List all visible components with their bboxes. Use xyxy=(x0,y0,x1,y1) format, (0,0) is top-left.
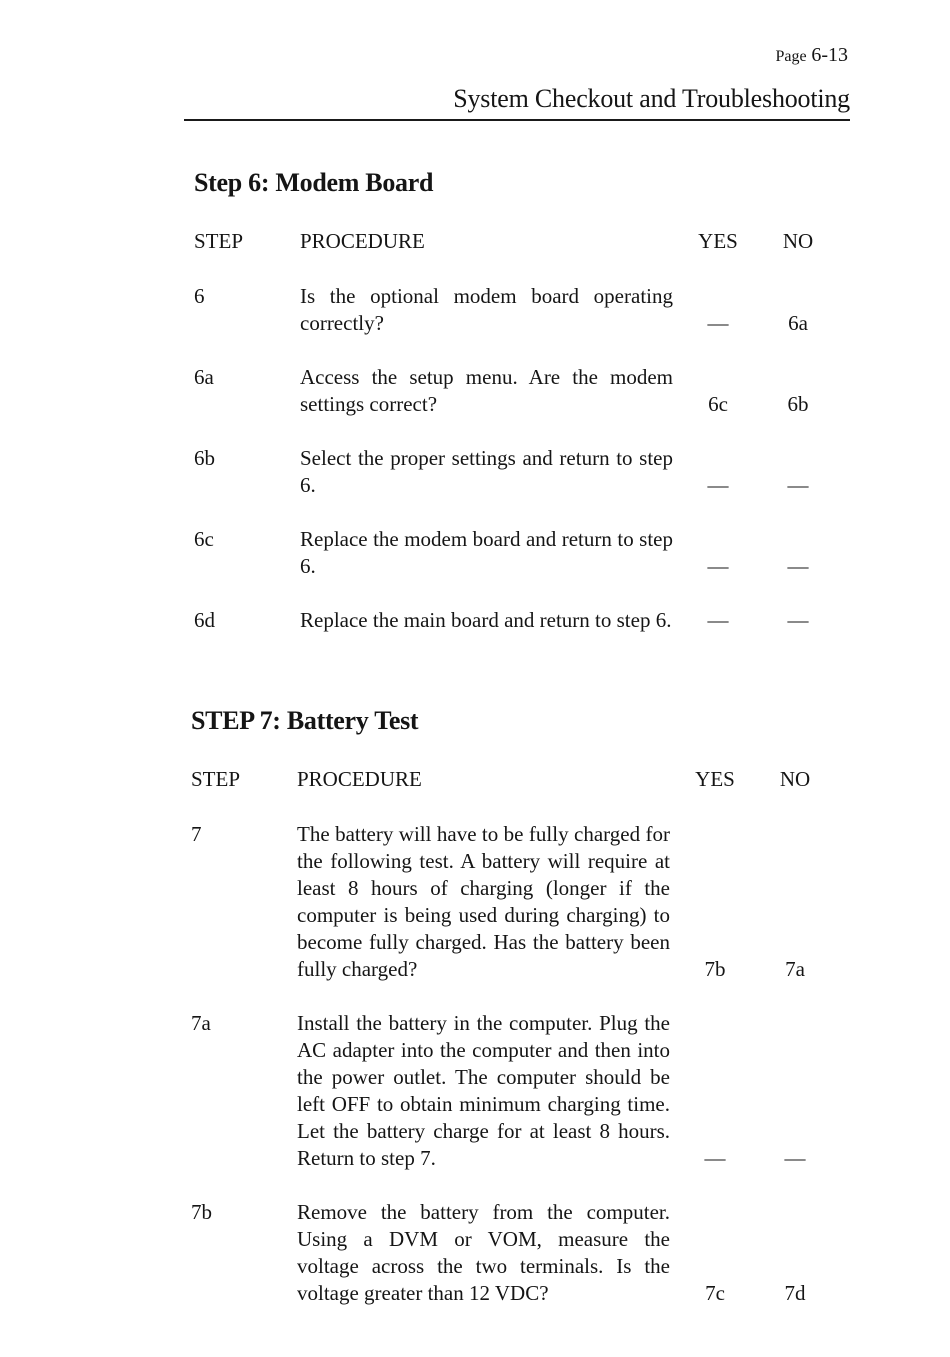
col-procedure-header: PROCEDURE xyxy=(300,229,425,253)
no-target: 7d xyxy=(784,1281,806,1305)
yes-target: 6c xyxy=(708,392,728,416)
procedure-text: Remove the battery from the computer. Using a DVM or VOM, measure the voltage across the two terminals. Is the voltage greater than 12 VDC? xyxy=(297,1200,670,1305)
section-step-7 xyxy=(191,704,851,1334)
procedure-row xyxy=(194,364,854,418)
section-title: STEP 7: Battery Test xyxy=(191,706,419,735)
procedure-row xyxy=(191,821,851,983)
yes-target: — xyxy=(704,1146,726,1170)
yes-target: — xyxy=(707,608,729,632)
step-id: 6a xyxy=(194,365,214,389)
section-step-6 xyxy=(194,166,854,661)
procedure-text: Is the optional modem board operating correctly? xyxy=(300,284,673,335)
step-id: 6c xyxy=(194,527,214,551)
col-procedure-header: PROCEDURE xyxy=(297,767,422,791)
col-no-header: NO xyxy=(782,229,814,253)
no-target: — xyxy=(787,608,809,632)
col-yes-header: YES xyxy=(698,229,738,253)
step-id: 6d xyxy=(194,608,215,632)
yes-target: — xyxy=(707,473,729,497)
procedure-text: Install the battery in the computer. Plug the AC adapter into the computer and then into the power outlet. The computer should be left OFF to obtain minimum charging time. Let the battery charge for at least 8 hours. Return to step 7. xyxy=(297,1011,670,1170)
procedure-text: Replace the main board and return to step 6. xyxy=(300,608,672,632)
yes-target: — xyxy=(707,311,729,335)
step-id: 7a xyxy=(191,1011,211,1035)
no-target: — xyxy=(787,473,809,497)
procedure-text: Select the proper settings and return to step 6. xyxy=(300,446,673,497)
procedure-row xyxy=(191,1199,851,1307)
column-headers xyxy=(191,766,851,793)
col-yes-header: YES xyxy=(695,767,735,791)
page-number-value: 6-13 xyxy=(811,44,848,66)
col-no-header: NO xyxy=(779,767,811,791)
yes-target: — xyxy=(707,554,729,578)
procedure-row xyxy=(194,607,854,634)
running-title: System Checkout and Troubleshooting xyxy=(453,84,850,113)
no-target: — xyxy=(787,554,809,578)
yes-target: 7b xyxy=(704,957,726,981)
no-target: 7a xyxy=(785,957,805,981)
no-target: 6a xyxy=(788,311,808,335)
procedure-row xyxy=(194,283,854,337)
procedure-row xyxy=(191,1010,851,1172)
header-rule xyxy=(184,119,850,121)
step-id: 6b xyxy=(194,446,215,470)
column-headers xyxy=(194,228,854,255)
step-id: 7 xyxy=(191,822,202,846)
yes-target: 7c xyxy=(705,1281,725,1305)
page-label: Page xyxy=(775,48,807,65)
no-target: — xyxy=(784,1146,806,1170)
procedure-row xyxy=(194,526,854,580)
step-id: 6 xyxy=(194,284,205,308)
page-number xyxy=(775,44,848,67)
section-title: Step 6: Modem Board xyxy=(194,168,434,197)
no-target: 6b xyxy=(787,392,809,416)
procedure-text: The battery will have to be fully charged for the following test. A battery will require at least 8 hours of charging (longer if the computer is being used during charging) to become fully charged. Has the battery been fully charged? xyxy=(297,822,670,981)
col-step-header: STEP xyxy=(194,229,244,253)
step-id: 7b xyxy=(191,1200,212,1224)
col-step-header: STEP xyxy=(191,767,241,791)
procedure-row xyxy=(194,445,854,499)
procedure-text: Replace the modem board and return to step 6. xyxy=(300,527,673,578)
procedure-text: Access the setup menu. Are the modem settings correct? xyxy=(300,365,673,416)
